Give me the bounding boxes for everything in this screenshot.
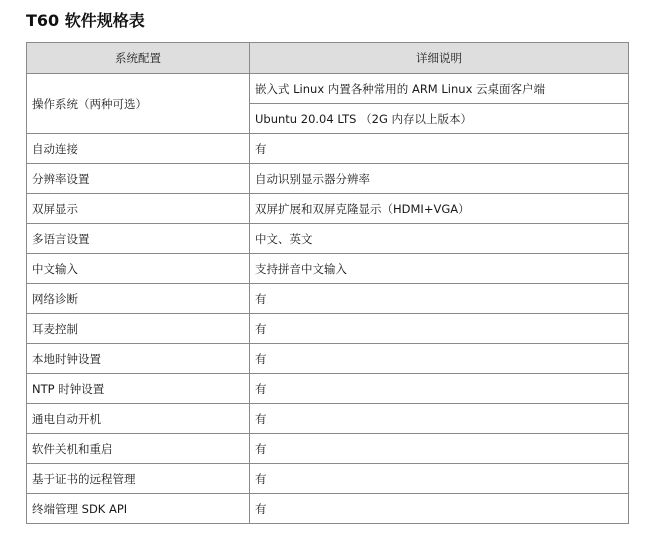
cell-config-item: 终端管理 SDK API [27,494,250,524]
cell-config-item: 自动连接 [27,134,250,164]
table-row [27,224,629,254]
cell-config-item: 中文输入 [27,254,250,284]
table-row [27,194,629,224]
cell-config-item: 软件关机和重启 [27,434,250,464]
table-row [27,314,629,344]
cell-config-detail: 自动识别显示器分辨率 [250,164,629,194]
document-title: T60 软件规格表 [26,11,145,30]
cell-config-detail: 中文、英文 [250,224,629,254]
table-row-os [27,74,629,104]
cell-config-item: 本地时钟设置 [27,344,250,374]
table-row [27,374,629,404]
header-details: 详细说明 [250,43,629,74]
cell-config-detail: 有 [250,404,629,434]
cell-config-detail: 双屏扩展和双屏克隆显示（HDMI+VGA） [250,194,629,224]
cell-config-detail: 有 [250,134,629,164]
table-row [27,134,629,164]
cell-config-detail: 有 [250,494,629,524]
table-row [27,344,629,374]
table-header-row [27,43,629,74]
cell-os-option-2: Ubuntu 20.04 LTS （2G 内存以上版本） [250,104,629,134]
cell-config-item: 网络诊断 [27,284,250,314]
cell-config-detail: 有 [250,434,629,464]
cell-config-item: 基于证书的远程管理 [27,464,250,494]
table-row [27,404,629,434]
cell-config-item: 耳麦控制 [27,314,250,344]
header-system-config: 系统配置 [27,43,250,74]
cell-config-item: 通电自动开机 [27,404,250,434]
table-row [27,254,629,284]
table-row [27,434,629,464]
table-row [27,284,629,314]
cell-config-item: 分辨率设置 [27,164,250,194]
cell-config-detail: 有 [250,344,629,374]
table-row [27,464,629,494]
cell-config-item: 多语言设置 [27,224,250,254]
cell-config-detail: 有 [250,374,629,404]
cell-os-label: 操作系统（两种可选） [27,74,250,134]
table-row [27,164,629,194]
cell-config-detail: 有 [250,284,629,314]
table-row [27,494,629,524]
cell-config-detail: 支持拼音中文输入 [250,254,629,284]
cell-config-item: NTP 时钟设置 [27,374,250,404]
cell-config-detail: 有 [250,464,629,494]
cell-config-detail: 有 [250,314,629,344]
cell-config-item: 双屏显示 [27,194,250,224]
cell-os-option-1: 嵌入式 Linux 内置各种常用的 ARM Linux 云桌面客户端 [250,74,629,104]
software-spec-table [26,42,629,524]
